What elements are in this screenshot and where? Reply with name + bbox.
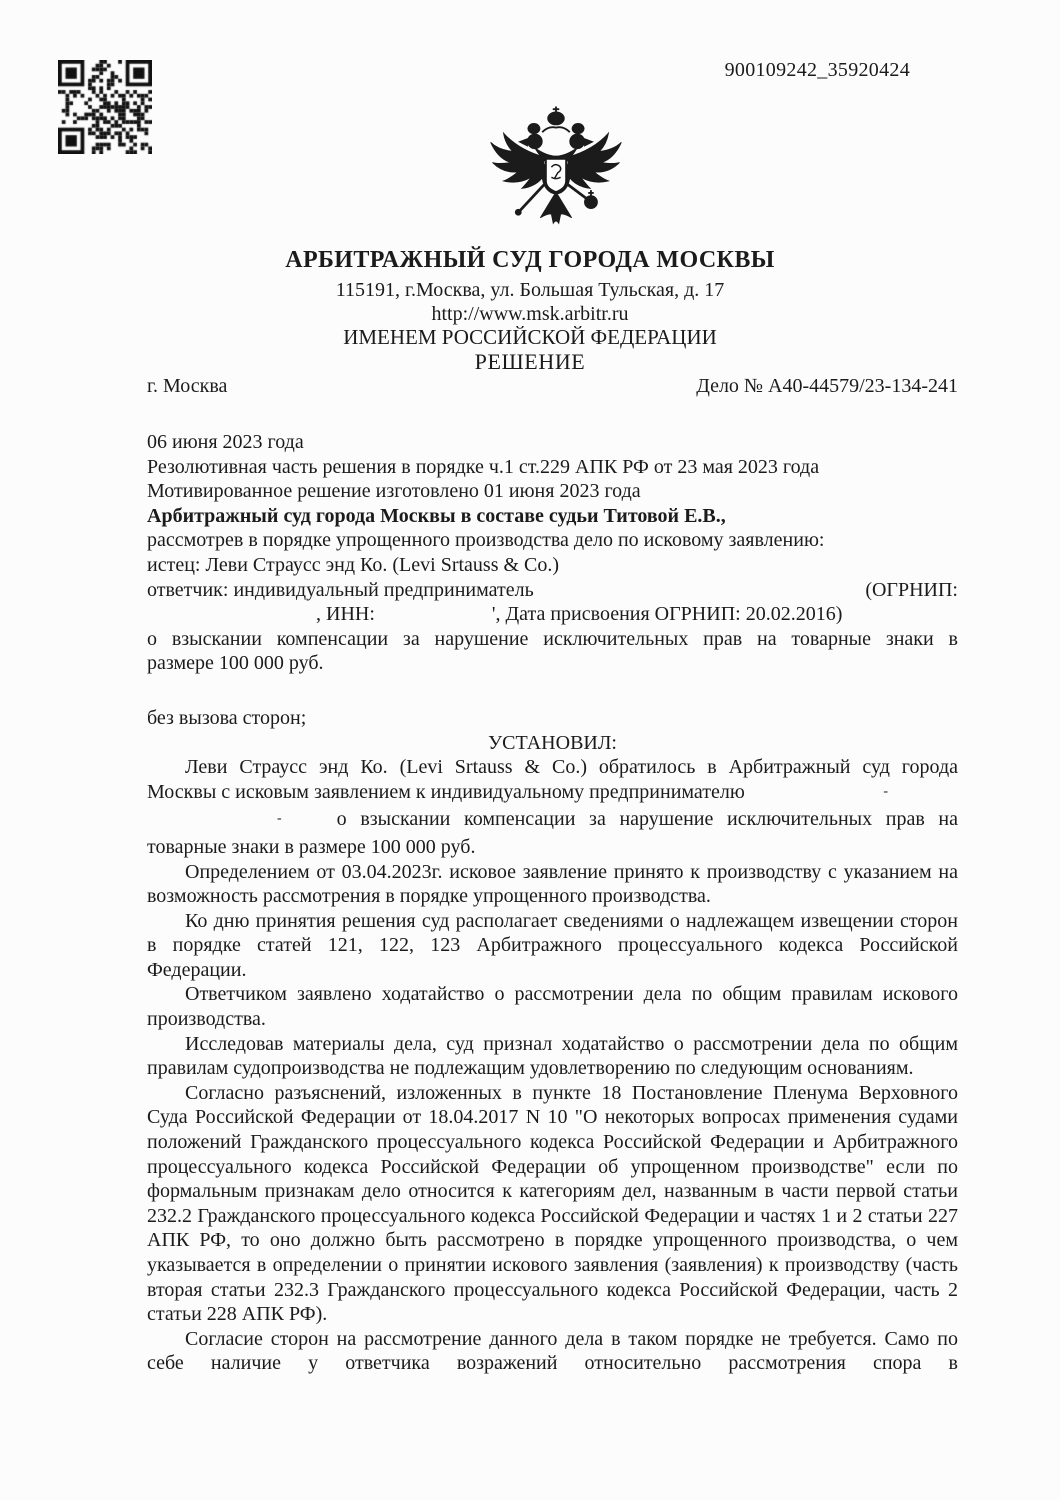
defendant-line	[147, 578, 958, 603]
paragraph-line	[147, 807, 958, 835]
considered-line: рассмотрев в порядке упрощенного производства дело по исковому заявлению:	[147, 529, 825, 552]
paragraph-text: о взыскании компенсации за нарушение исключительных прав на	[336, 808, 958, 831]
paragraph: Ко дню принятия решения суд располагает сведениями о надлежащем извещении сторон в порядке статей 121, 122, 123 Арбитражного процессуального кодекса Российской Федерации.	[147, 909, 958, 981]
qr-code	[58, 60, 152, 154]
judge-line: Арбитражный суд города Москвы в составе судьи Титовой Е.В.,	[147, 504, 726, 527]
paragraph-line: Леви Страусс энд Ко. (Levi Srtauss & Co.) обратилось в Арбитражный суд города	[185, 756, 958, 779]
without-parties-line: без вызова сторон;	[147, 706, 307, 729]
case-number: Дело № А40-44579/23-134-241	[696, 375, 958, 397]
court-website: http://www.msk.arbitr.ru	[431, 302, 629, 325]
paragraph: Исследовав материалы дела, суд признал ходатайство о рассмотрении дела по общим правилам судопроизводства не подлежащим удовлетворению по следующим основаниям.	[147, 1032, 958, 1080]
redaction-mark: -	[277, 811, 282, 827]
claim-line: размере 100 000 руб.	[147, 652, 324, 675]
paragraph: Согласно разъяснений, изложенных в пункте 18 Постановление Пленума Верховного Суда Российской Федерации от 18.04.2017 N 10 "О некоторых вопросах применения судами положений Гражданского процессуального кодекса Российской Федерации и Арбитражного процессуального кодекса Российской Федерации об упрощенном производстве" если по формальным признакам дело относится к категориям дел, названным в части первой статьи 232.2 Гражданского процессуального кодекса Российской Федерации и частях 1 и 2 статьи 227 АПК РФ, то оно должно быть рассмотрено в порядке упрощенного производства, о чем указывается в определении о принятии искового заявления (заявления) к производству (часть вторая статьи 232.3 Гражданского процессуального кодекса Российской Федерации, часть 2 статьи 228 АПК РФ).	[147, 1081, 958, 1326]
paragraph-text: Москвы с исковым заявлением к индивидуальному предпринимателю	[147, 780, 745, 803]
decision-body	[147, 430, 958, 1376]
plaintiff-line: истец: Леви Страусс энд Ко. (Levi Srtauss & Co.)	[147, 553, 560, 576]
paragraph: Согласие сторон на рассмотрение данного дела в таком порядке не требуется. Само по себе наличие у ответчика возражений относительно рассмотрения спора в	[147, 1327, 958, 1375]
paragraph-line: товарные знаки в размере 100 000 руб.	[147, 835, 476, 858]
court-address: 115191, г.Москва, ул. Большая Тульская, д. 17	[335, 279, 725, 301]
court-name: АРБИТРАЖНЫЙ СУД ГОРОДА МОСКВЫ	[285, 247, 775, 273]
decision-title: РЕШЕНИЕ	[474, 348, 586, 374]
decision-date-line: 06 июня 2023 года	[147, 431, 304, 453]
paragraph-line	[147, 780, 958, 808]
ogrnip-label: (ОГРНИП:	[865, 578, 958, 601]
document-number: 900109242_35920424	[724, 59, 910, 81]
redaction-mark: -	[883, 783, 888, 799]
resolutive-part-line: Резолютивная часть решения в порядке ч.1 ст.229 АПК РФ от 23 мая 2023 года	[147, 455, 820, 478]
paragraph: Ответчиком заявлено ходатайство о рассмотрении дела по общим правилам искового производства.	[147, 983, 958, 1031]
ogrnip-date: ', Дата присвоения ОГРНИП: 20.02.2016)	[491, 603, 843, 626]
ustanovil-heading: УСТАНОВИЛ:	[488, 731, 617, 754]
russia-coat-of-arms	[487, 103, 625, 235]
inn-line	[147, 602, 958, 627]
in-the-name-line: ИМЕНЕМ РОССИЙСКОЙ ФЕДЕРАЦИИ	[343, 325, 717, 349]
claim-line: о взыскании компенсации за нарушение исключительных прав на товарные знаки в	[147, 627, 958, 650]
defendant-label: ответчик: индивидуальный предприниматель	[147, 578, 534, 601]
motivated-decision-line: Мотивированное решение изготовлено 01 июня 2023 года	[147, 480, 641, 503]
city-case-row	[147, 375, 958, 398]
inn-label: , ИНН:	[316, 603, 375, 626]
paragraph: Определением от 03.04.2023г. исковое заявление принято к производству с указанием на возможность рассмотрения в порядке упрощенного производства.	[147, 860, 958, 908]
letterhead	[0, 247, 1060, 373]
city-label: г. Москва	[147, 375, 228, 397]
